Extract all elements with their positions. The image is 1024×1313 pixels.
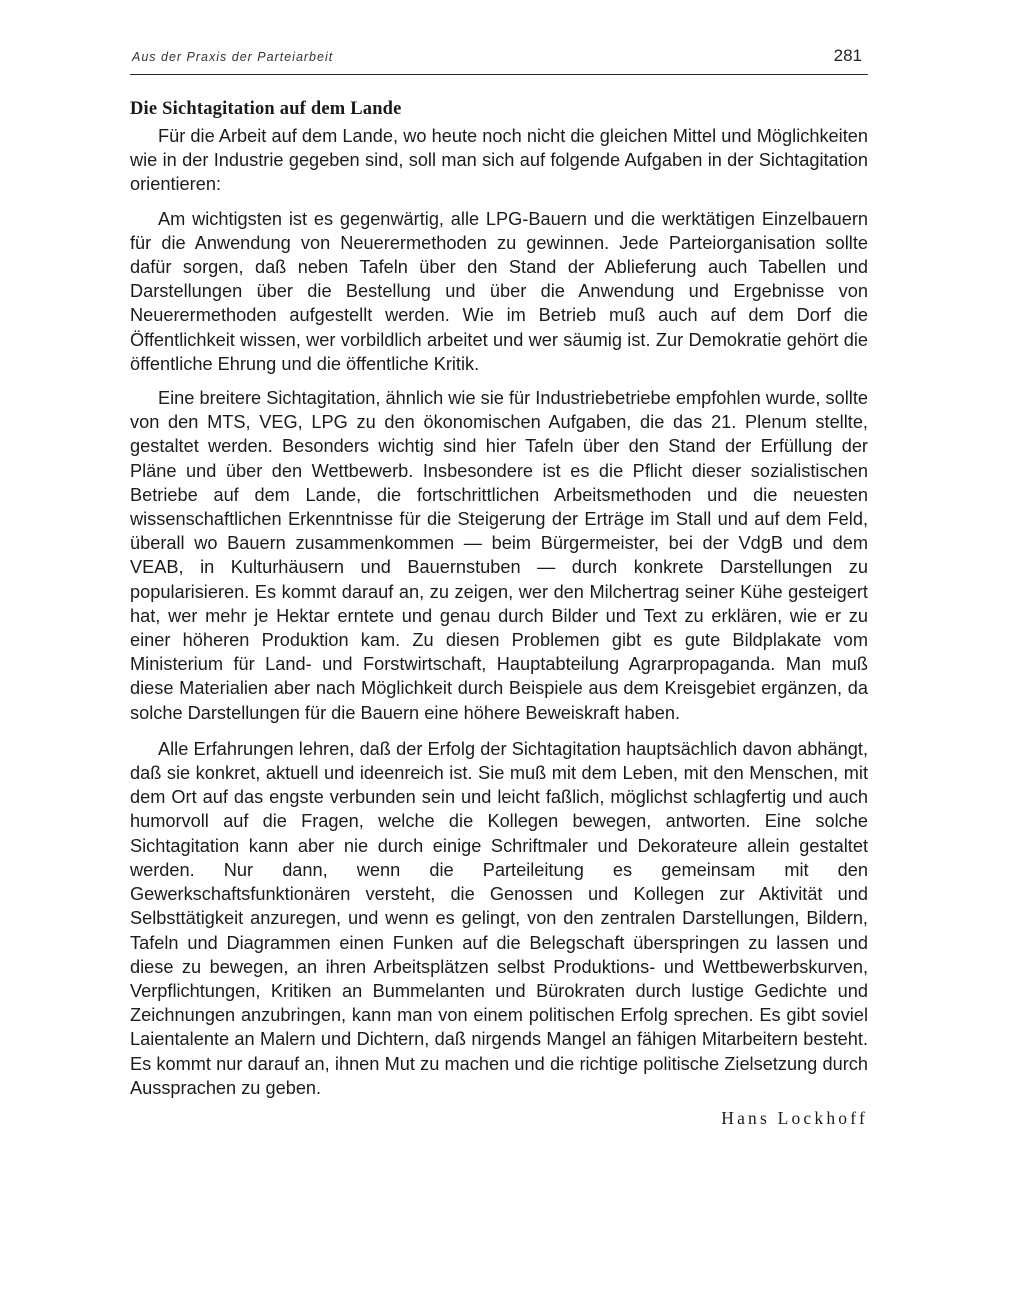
running-head (130, 40, 868, 75)
running-title: Aus der Praxis der Parteiarbeit (132, 50, 334, 64)
paragraph: Alle Erfahrungen lehren, daß der Erfolg der Sichtagitation hauptsächlich davon abhängt, daß sie konkret, aktuell und ideenreich ist. Sie muß mit dem Leben, mit den Menschen, mit dem Ort auf das engste verbunden sein und leicht faßlich, möglichst schlagfertig und auch humorvoll auf die Fragen, welche die Kollegen bewegen, antworten. Eine solche Sichtagitation kann aber nie durch einige Schriftmaler und Dekorateure allein gestaltet werden. Nur dann, wenn die Parteileitung es gemeinsam mit den Gewerkschaftsfunktionären versteht, die Genossen und Kollegen zur Aktivität und Selbsttätigkeit anzuregen, und wenn es gelingt, von den zentralen Darstellungen, Bildern, Tafeln und Diagrammen einen Funken auf die Belegschaft überspringen zu lassen und diese zu bewegen, an ihren Arbeitsplätzen selbst Produktions- und Wettbewerbskurven, Verpflichtungen, Kritiken an Bummelanten und Bürokraten durch lustige Gedichte und Zeichnungen anzubringen, kann man von einem politischen Erfolg sprechen. Es gibt soviel Laientalente an Malern und Dichtern, daß nirgends Mangel an fähigen Mitarbeitern besteht. Es kommt nur darauf an, ihnen Mut zu machen und die richtige politische Zielsetzung durch Aussprachen zu geben. (130, 738, 868, 1098)
section-title: Die Sichtagitation auf dem Lande (130, 99, 402, 119)
paragraph-intro: Für die Arbeit auf dem Lande, wo heute noch nicht die gleichen Mittel und Möglichkeiten wie in der Industrie gegeben sind, soll man sich auf folgende Aufgaben in der Sichtagitation orientieren: (130, 126, 868, 195)
author-signature: Hans Lockhoff (721, 1107, 868, 1128)
paragraph: Eine breitere Sichtagitation, ähnlich wie sie für Industriebetriebe empfohlen wurde, sollte von den MTS, VEG, LPG zu den ökonomischen Aufgaben, die das 21. Plenum stellte, gestaltet werden. Besonders wichtig sind hier Tafeln über den Stand der Erfüllung der Pläne und über den Wettbewerb. Insbesondere ist es die Pflicht dieser sozialistischen Betriebe auf dem Lande, die fortschrittlichen Arbeitsmethoden und die neuesten wissenschaftlichen Erkenntnisse für die Steigerung der Erträge im Stall und auf dem Feld, überall wo Bauern zusammenkommen — beim Bürgermeister, bei der VdgB und dem VEAB, in Kulturhäusern und Bauernstuben — durch konkrete Darstellungen zu popularisieren. Es kommt darauf an, zu zeigen, wer den Milchertrag seiner Kühe gesteigert hat, wer mehr je Hektar erntete und genau durch Bilder und Text zu erklären, wie er zu einer höheren Produktion kam. Zu diesen Problemen gibt es gute Bildplakate vom Ministerium für Land- und Forstwirtschaft, Hauptabteilung Agrarpropaganda. Man muß diese Materialien aber nach Möglichkeit durch Beispiele aus dem Kreisgebiet ergänzen, da solche Darstellungen für die Bauern eine höhere Beweiskraft haben. (130, 388, 868, 723)
paragraph: Am wichtigsten ist es gegenwärtig, alle LPG-Bauern und die werktätigen Einzelbauern für die Anwendung von Neuerermethoden zu gewinnen. Jede Parteiorganisation sollte dafür sorgen, daß neben Tafeln über den Stand der Ablieferung auch Tabellen und Darstellungen über die Bestellung und über die Anwendung und Ergebnisse von Neuerermethoden aufgestellt werden. Wie im Betrieb muß auch auf dem Dorf die Öffentlichkeit wissen, wer vorbildlich arbeitet und wer säumig ist. Zur Demokratie gehört die öffentliche Ehrung und die öffentliche Kritik. (130, 208, 868, 374)
page-number: 281 (833, 46, 862, 65)
book-page (130, 40, 868, 1129)
